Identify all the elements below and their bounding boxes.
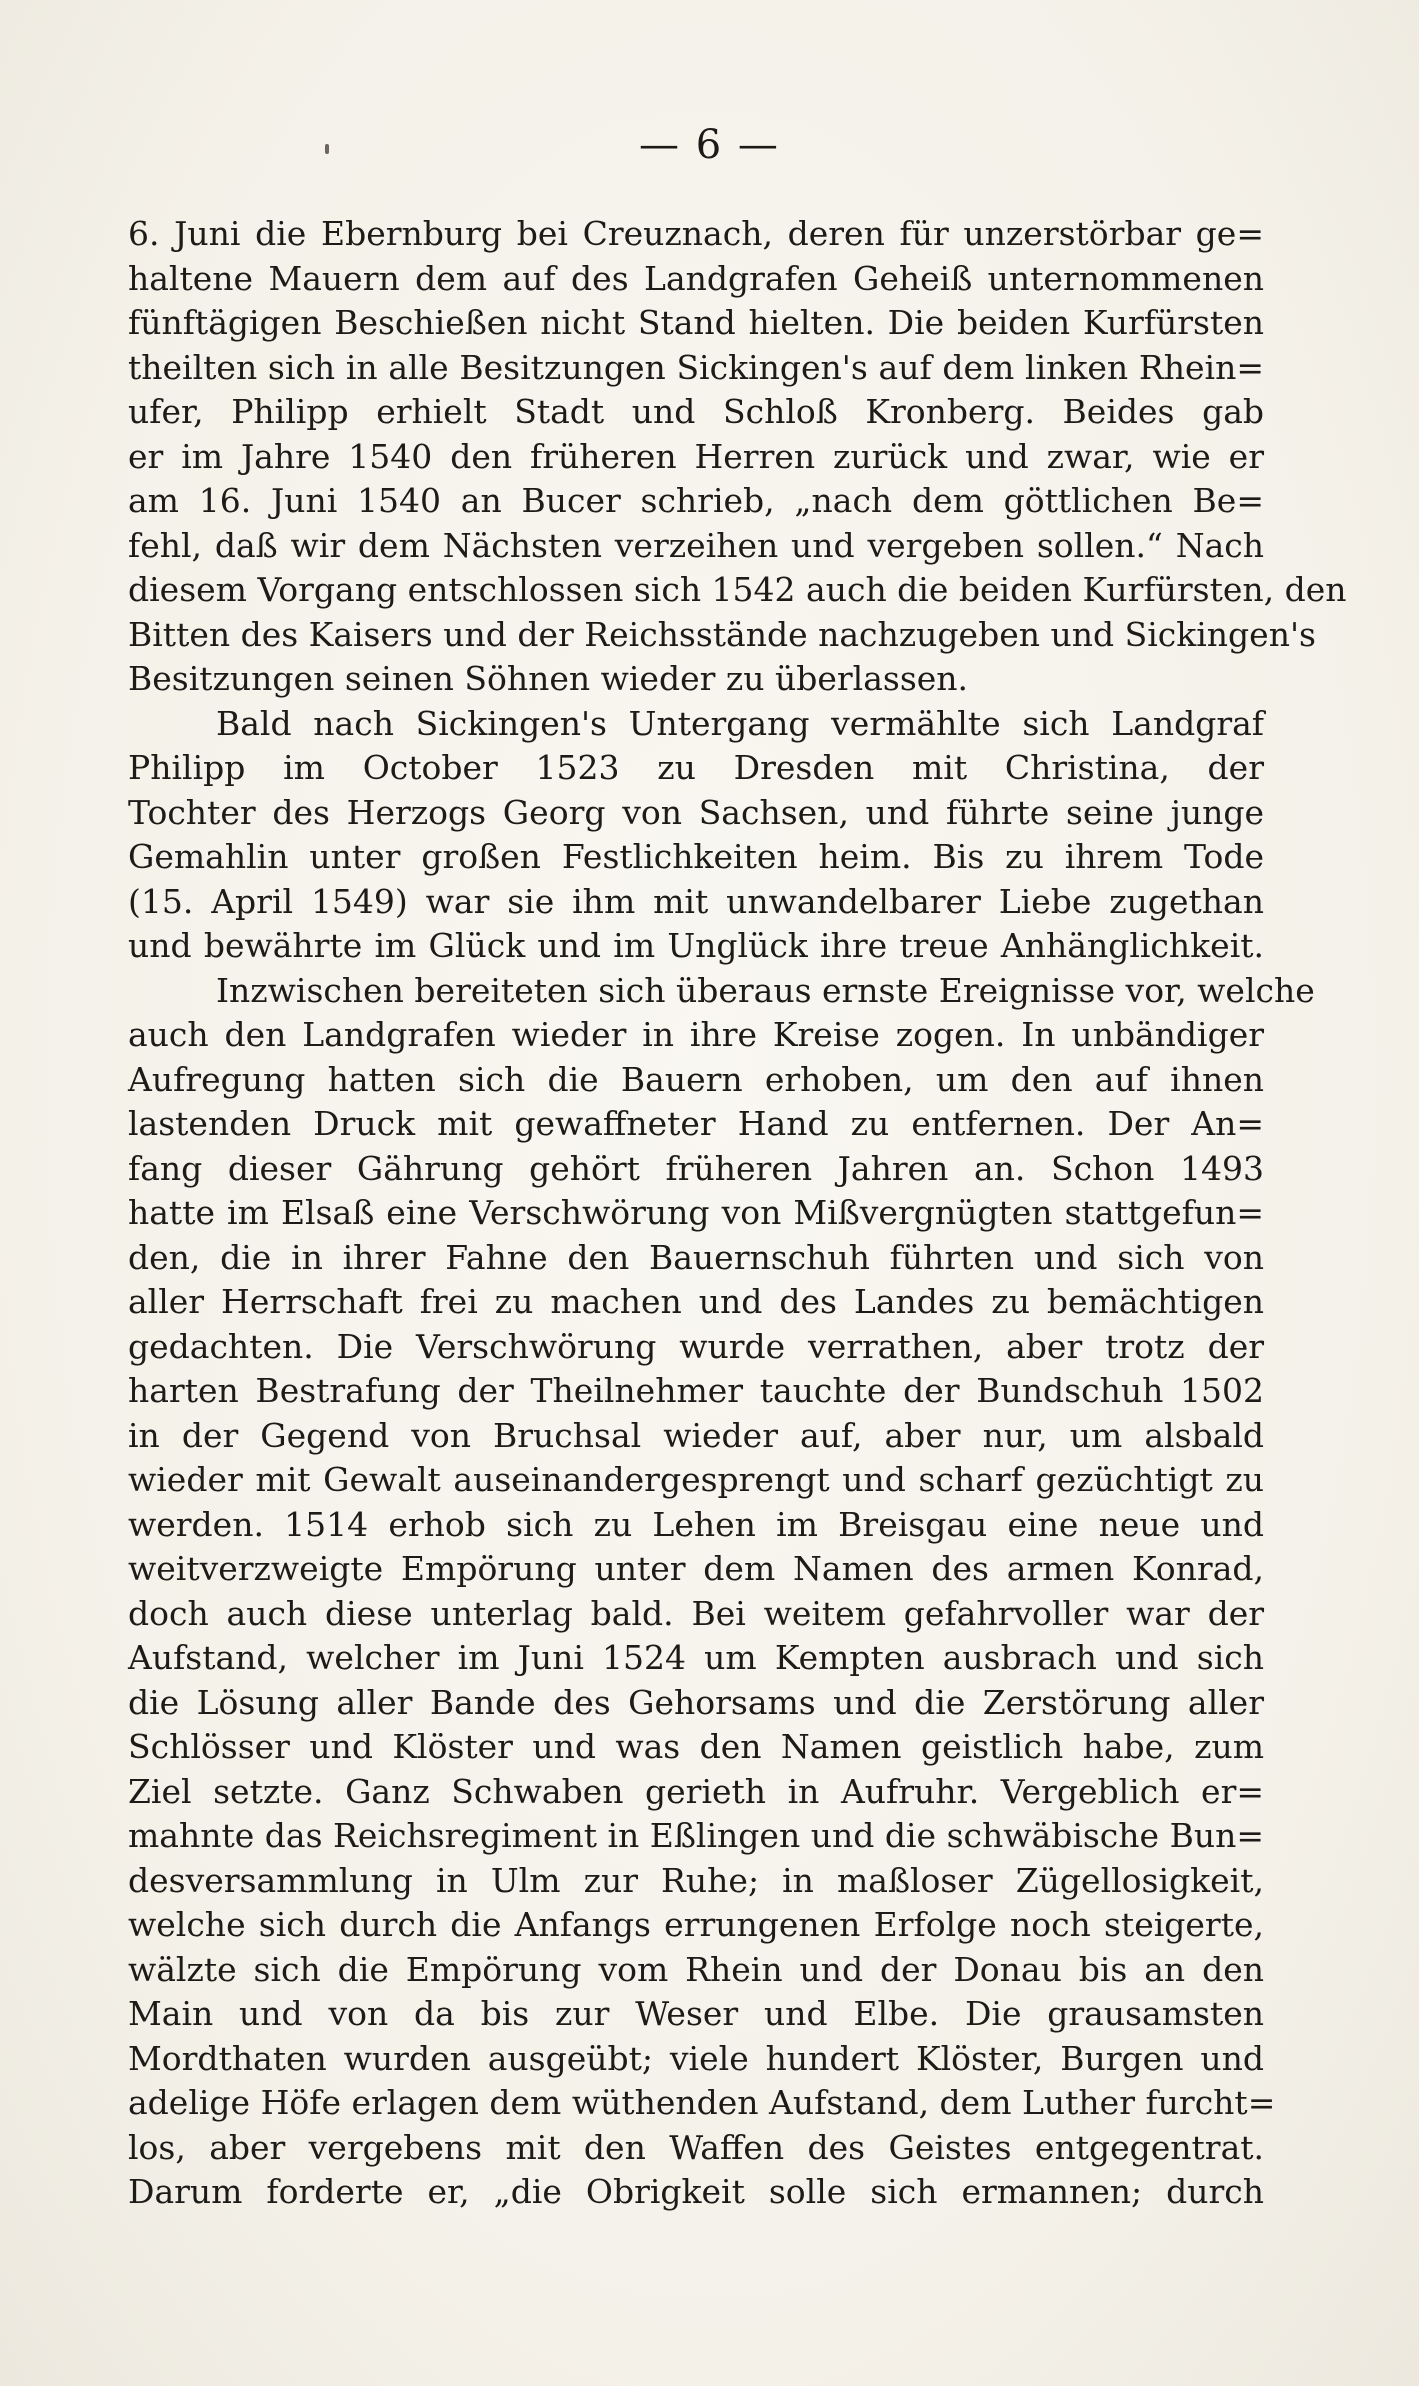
text-line: fünftägigen Beschießen nicht Stand hielten. Die beiden Kurfürsten	[128, 303, 1264, 342]
text-line: adelige Höfe erlagen dem wüthenden Aufstand, dem Luther furcht=	[128, 2083, 1276, 2122]
text-line: Besitzungen seinen Söhnen wieder zu überlassen.	[128, 659, 969, 698]
text-line: hatte im Elsaß eine Verschwörung von Mißvergnügten stattgefun=	[128, 1193, 1264, 1232]
text-line: Darum forderte er, „die Obrigkeit solle sich ermannen; durch	[128, 2172, 1264, 2211]
text-line: weitverzweigte Empörung unter dem Namen des armen Konrad,	[128, 1549, 1264, 1588]
text-line: fehl, daß wir dem Nächsten verzeihen und vergeben sollen.“ Nach	[128, 525, 1264, 565]
text-line: Mordthaten wurden ausgeübt; viele hundert Klöster, Burgen und	[128, 2038, 1264, 2078]
text-line: Aufstand, welcher im Juni 1524 um Kempten ausbrach und sich	[128, 1638, 1264, 1677]
text-line: welche sich durch die Anfangs errungenen Erfolge noch steigerte,	[128, 1905, 1264, 1944]
page-number: — 6 —	[639, 122, 780, 168]
text-line: Inzwischen bereiteten sich überaus ernste Ereignisse vor, welche	[216, 970, 1315, 1010]
text-line: 6. Juni die Ebernburg bei Creuznach, deren für unzerstörbar ge=	[128, 214, 1264, 253]
body-text	[128, 212, 1347, 2215]
text-line: am 16. Juni 1540 an Bucer schrieb, „nach dem göttlichen Be=	[128, 481, 1264, 520]
text-line: Bald nach Sickingen's Untergang vermählte sich Landgraf	[216, 703, 1264, 743]
text-line: aller Herrschaft frei zu machen und des Landes zu bemächtigen	[128, 1282, 1264, 1321]
text-line: Bitten des Kaisers und der Reichsstände nachzugeben und Sickingen's	[128, 614, 1316, 654]
text-line: den, die in ihrer Fahne den Bauernschuh führten und sich von	[128, 1237, 1264, 1277]
text-line: fang dieser Gährung gehört früheren Jahren an. Schon 1493	[128, 1148, 1264, 1188]
text-line: auch den Landgrafen wieder in ihre Kreise zogen. In unbändiger	[128, 1015, 1264, 1054]
text-line: gedachten. Die Verschwörung wurde verrathen, aber trotz der	[128, 1326, 1264, 1366]
text-line: und bewährte im Glück und im Unglück ihre treue Anhänglichkeit.	[128, 926, 1264, 965]
text-line: harten Bestrafung der Theilnehmer tauchte der Bundschuh 1502	[128, 1371, 1264, 1410]
text-line: Schlösser und Klöster und was den Namen geistlich habe, zum	[128, 1727, 1264, 1766]
text-line: wälzte sich die Empörung vom Rhein und der Donau bis an den	[128, 1949, 1264, 1989]
text-line: er im Jahre 1540 den früheren Herren zurück und zwar, wie er	[128, 436, 1264, 476]
text-line: Main und von da bis zur Weser und Elbe. Die grausamsten	[128, 1994, 1264, 2033]
text-line: diesem Vorgang entschlossen sich 1542 auch die beiden Kurfürsten, den	[128, 570, 1347, 609]
text-line: desversammlung in Ulm zur Ruhe; in maßloser Zügellosigkeit,	[128, 1860, 1264, 1900]
text-line: (15. April 1549) war sie ihm mit unwandelbarer Liebe zugethan	[128, 881, 1264, 921]
text-line: Tochter des Herzogs Georg von Sachsen, und führte seine junge	[128, 792, 1264, 832]
text-line: Aufregung hatten sich die Bauern erhoben, um den auf ihnen	[128, 1059, 1264, 1099]
text-line: in der Gegend von Bruchsal wieder auf, aber nur, um alsbald	[128, 1415, 1264, 1455]
text-line: Philipp im October 1523 zu Dresden mit Christina, der	[128, 748, 1264, 787]
text-line: theilten sich in alle Besitzungen Sickingen's auf dem linken Rhein=	[128, 347, 1264, 387]
text-line: wieder mit Gewalt auseinandergesprengt und scharf gezüchtigt zu	[128, 1460, 1264, 1499]
text-line: die Lösung aller Bande des Gehorsams und die Zerstörung aller	[128, 1682, 1264, 1722]
text-line: Ziel setzte. Ganz Schwaben gerieth in Aufruhr. Vergeblich er=	[128, 1771, 1264, 1811]
text-line: werden. 1514 erhob sich zu Lehen im Breisgau eine neue und	[128, 1504, 1264, 1544]
text-line: doch auch diese unterlag bald. Bei weitem gefahrvoller war der	[128, 1593, 1264, 1633]
text-line: lastenden Druck mit gewaffneter Hand zu entfernen. Der An=	[128, 1104, 1264, 1143]
text-line: mahnte das Reichsregiment in Eßlingen und die schwäbische Bun=	[128, 1816, 1264, 1855]
text-line: los, aber vergebens mit den Waffen des Geistes entgegentrat.	[128, 2127, 1264, 2167]
text-line: haltene Mauern dem auf des Landgrafen Geheiß unternommenen	[128, 258, 1264, 298]
text-line: ufer, Philipp erhielt Stadt und Schloß Kronberg. Beides gab	[128, 392, 1264, 431]
text-line: Gemahlin unter großen Festlichkeiten heim. Bis zu ihrem Tode	[128, 837, 1264, 876]
